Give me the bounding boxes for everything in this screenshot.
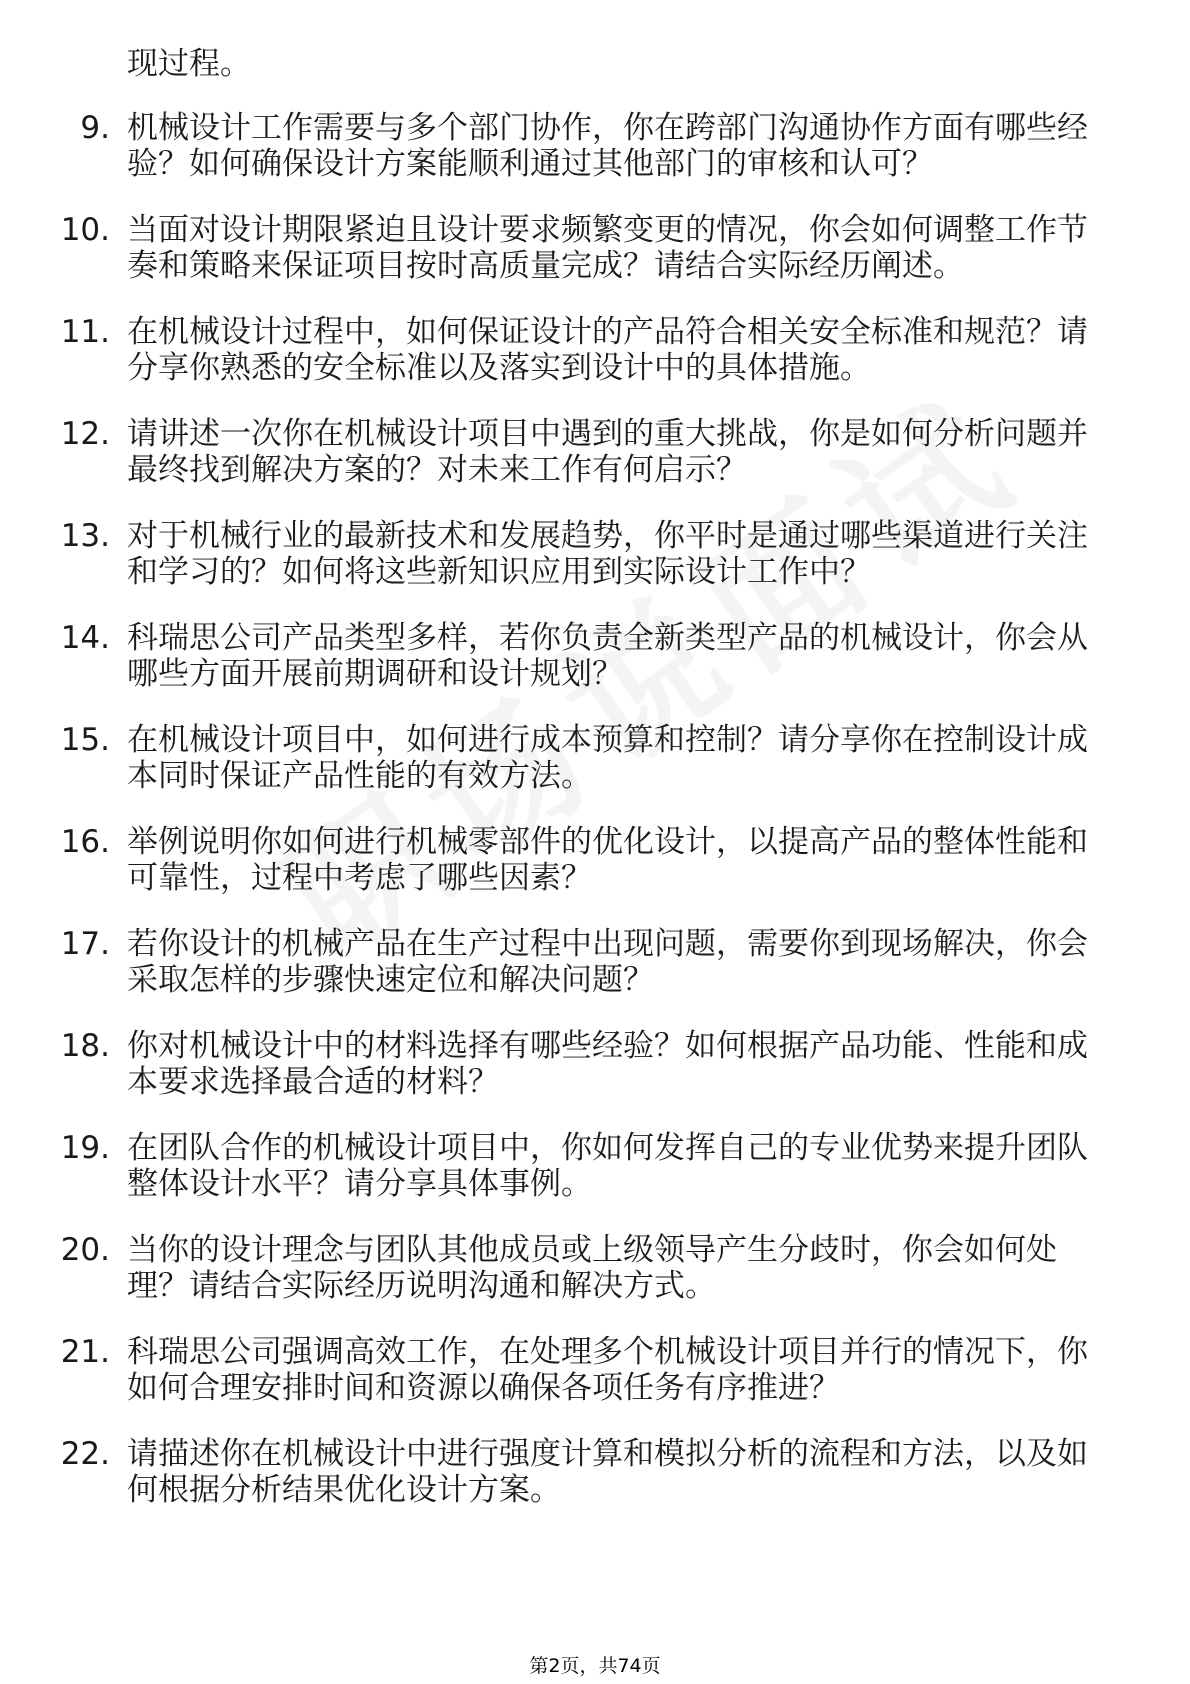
- question-item: [80, 110, 1112, 182]
- question-number: 11.: [60, 314, 110, 350]
- question-item: [60, 1232, 1112, 1304]
- question-text: 在机械设计过程中，如何保证设计的产品符合相关安全标准和规范？请分享你熟悉的安全标准以及落实到设计中的具体措施。: [127, 314, 1088, 386]
- question-text: 科瑞思公司产品类型多样，若你负责全新类型产品的机械设计，你会从哪些方面开展前期调研和设计规划？: [127, 620, 1088, 692]
- question-number: 15.: [60, 722, 110, 758]
- continued-text: 现过程。: [127, 46, 251, 82]
- question-item: [60, 722, 1112, 794]
- question-item: [60, 416, 1112, 488]
- question-number: 13.: [60, 518, 110, 554]
- question-item: [60, 1334, 1112, 1406]
- question-item: [60, 314, 1112, 386]
- question-text: 当面对设计期限紧迫且设计要求频繁变更的情况，你会如何调整工作节奏和策略来保证项目按时高质量完成？请结合实际经历阐述。: [127, 212, 1088, 284]
- question-number: 20.: [60, 1232, 110, 1268]
- question-number: 22.: [60, 1436, 110, 1472]
- question-text: 在机械设计项目中，如何进行成本预算和控制？请分享你在控制设计成本同时保证产品性能的有效方法。: [127, 722, 1088, 794]
- page-content: [0, 46, 1190, 1538]
- question-number: 12.: [60, 416, 110, 452]
- question-item: [60, 1130, 1112, 1202]
- question-item: [60, 1436, 1112, 1508]
- question-number: 10.: [60, 212, 110, 248]
- question-text: 对于机械行业的最新技术和发展趋势，你平时是通过哪些渠道进行关注和学习的？如何将这些新知识应用到实际设计工作中？: [127, 518, 1088, 590]
- question-text: 你对机械设计中的材料选择有哪些经验？如何根据产品功能、性能和成本要求选择最合适的材料？: [127, 1028, 1088, 1100]
- question-text: 机械设计工作需要与多个部门协作，你在跨部门沟通协作方面有哪些经验？如何确保设计方案能顺利通过其他部门的审核和认可？: [127, 110, 1088, 182]
- question-list: [0, 110, 1190, 1508]
- question-number: 16.: [60, 824, 110, 860]
- question-item: [60, 620, 1112, 692]
- question-text: 若你设计的机械产品在生产过程中出现问题，需要你到现场解决，你会采取怎样的步骤快速定位和解决问题？: [127, 926, 1088, 998]
- question-item: [60, 518, 1112, 590]
- question-number: 19.: [60, 1130, 110, 1166]
- question-number: 18.: [60, 1028, 110, 1064]
- question-text: 请描述你在机械设计中进行强度计算和模拟分析的流程和方法，以及如何根据分析结果优化设计方案。: [127, 1436, 1088, 1508]
- question-text: 举例说明你如何进行机械零部件的优化设计，以提高产品的整体性能和可靠性，过程中考虑了哪些因素？: [127, 824, 1088, 896]
- question-text: 科瑞思公司强调高效工作，在处理多个机械设计项目并行的情况下，你如何合理安排时间和资源以确保各项任务有序推进？: [127, 1334, 1088, 1406]
- question-number: 14.: [60, 620, 110, 656]
- page-footer: 第2页，共74页: [529, 1655, 661, 1677]
- question-number: 9.: [80, 110, 110, 146]
- question-item: [60, 824, 1112, 896]
- question-item: [60, 212, 1112, 284]
- question-text: 请讲述一次你在机械设计项目中遇到的重大挑战，你是如何分析问题并最终找到解决方案的？对未来工作有何启示？: [127, 416, 1088, 488]
- question-number: 21.: [60, 1334, 110, 1370]
- question-item: [60, 926, 1112, 998]
- question-text: 在团队合作的机械设计项目中，你如何发挥自己的专业优势来提升团队整体设计水平？请分享具体事例。: [127, 1130, 1088, 1202]
- question-text: 当你的设计理念与团队其他成员或上级领导产生分歧时，你会如何处理？请结合实际经历说明沟通和解决方式。: [127, 1232, 1057, 1304]
- question-number: 17.: [60, 926, 110, 962]
- question-item: [60, 1028, 1112, 1100]
